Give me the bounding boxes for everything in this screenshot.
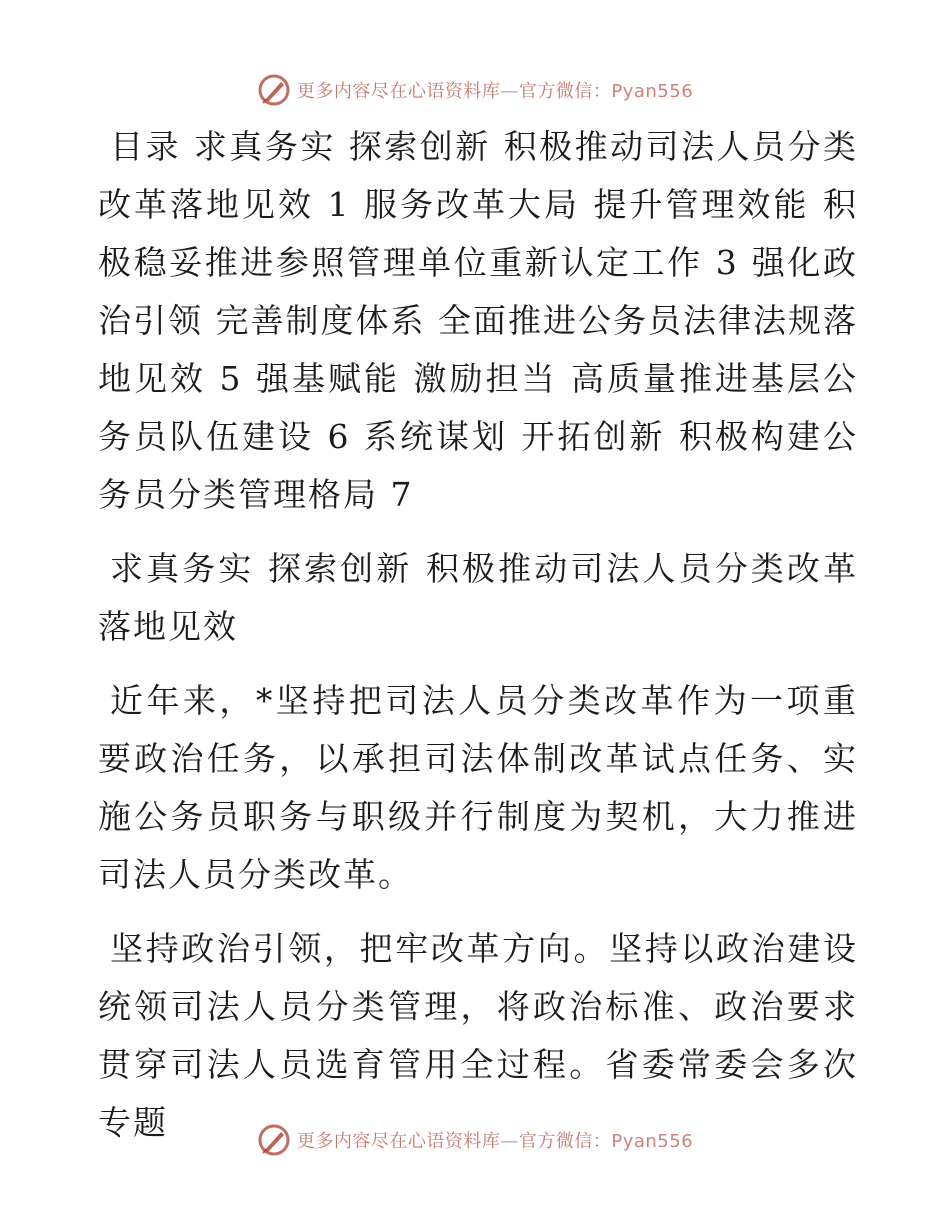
table-of-contents-paragraph: 目录 求真务实 探索创新 积极推动司法人员分类改革落地见效 1 服务改革大局 提升管理效能 积极稳妥推进参照管理单位重新认定工作 3 强化政治引领 完善制度体系 全面推进公务员法律法规落地见效 5 强基赋能 激励担当 高质量推进基层公务员队伍建设 6 系统谋划 开拓创新 积极构建公务员分类管理格局 7 bbox=[98, 127, 858, 514]
section-heading: 求真务实 探索创新 积极推动司法人员分类改革落地见效 bbox=[98, 549, 858, 646]
watermark-text bbox=[297, 77, 693, 103]
document-body bbox=[98, 118, 858, 1152]
watermark-text bbox=[297, 1127, 693, 1153]
watermark-account: Pyan556 bbox=[611, 81, 694, 102]
watermark-prefix: 更多内容尽在心语资料库 bbox=[296, 1131, 501, 1152]
body-paragraph-political-guidance: 坚持政治引领，把牢改革方向。坚持以政治建设统领司法人员分类管理，将政治标准、政治要求贯穿司法人员选育管用全过程。省委常委会多次专题 bbox=[98, 929, 858, 1142]
footer-watermark bbox=[0, 1120, 950, 1160]
quill-logo-icon bbox=[257, 1123, 291, 1157]
watermark-suffix: 官方微信： bbox=[518, 81, 612, 102]
header-watermark bbox=[0, 70, 950, 110]
watermark-suffix: 官方微信： bbox=[518, 1131, 612, 1152]
body-paragraph-intro: 近年来，*坚持把司法人员分类改革作为一项重要政治任务，以承担司法体制改革试点任务、实施公务员职务与职级并行制度为契机，大力推进司法人员分类改革。 bbox=[98, 681, 858, 894]
quill-logo-icon bbox=[257, 73, 291, 107]
watermark-dash: — bbox=[500, 1131, 519, 1152]
watermark-dash: — bbox=[500, 81, 519, 102]
watermark-prefix: 更多内容尽在心语资料库 bbox=[296, 81, 501, 102]
watermark-account: Pyan556 bbox=[611, 1131, 694, 1152]
